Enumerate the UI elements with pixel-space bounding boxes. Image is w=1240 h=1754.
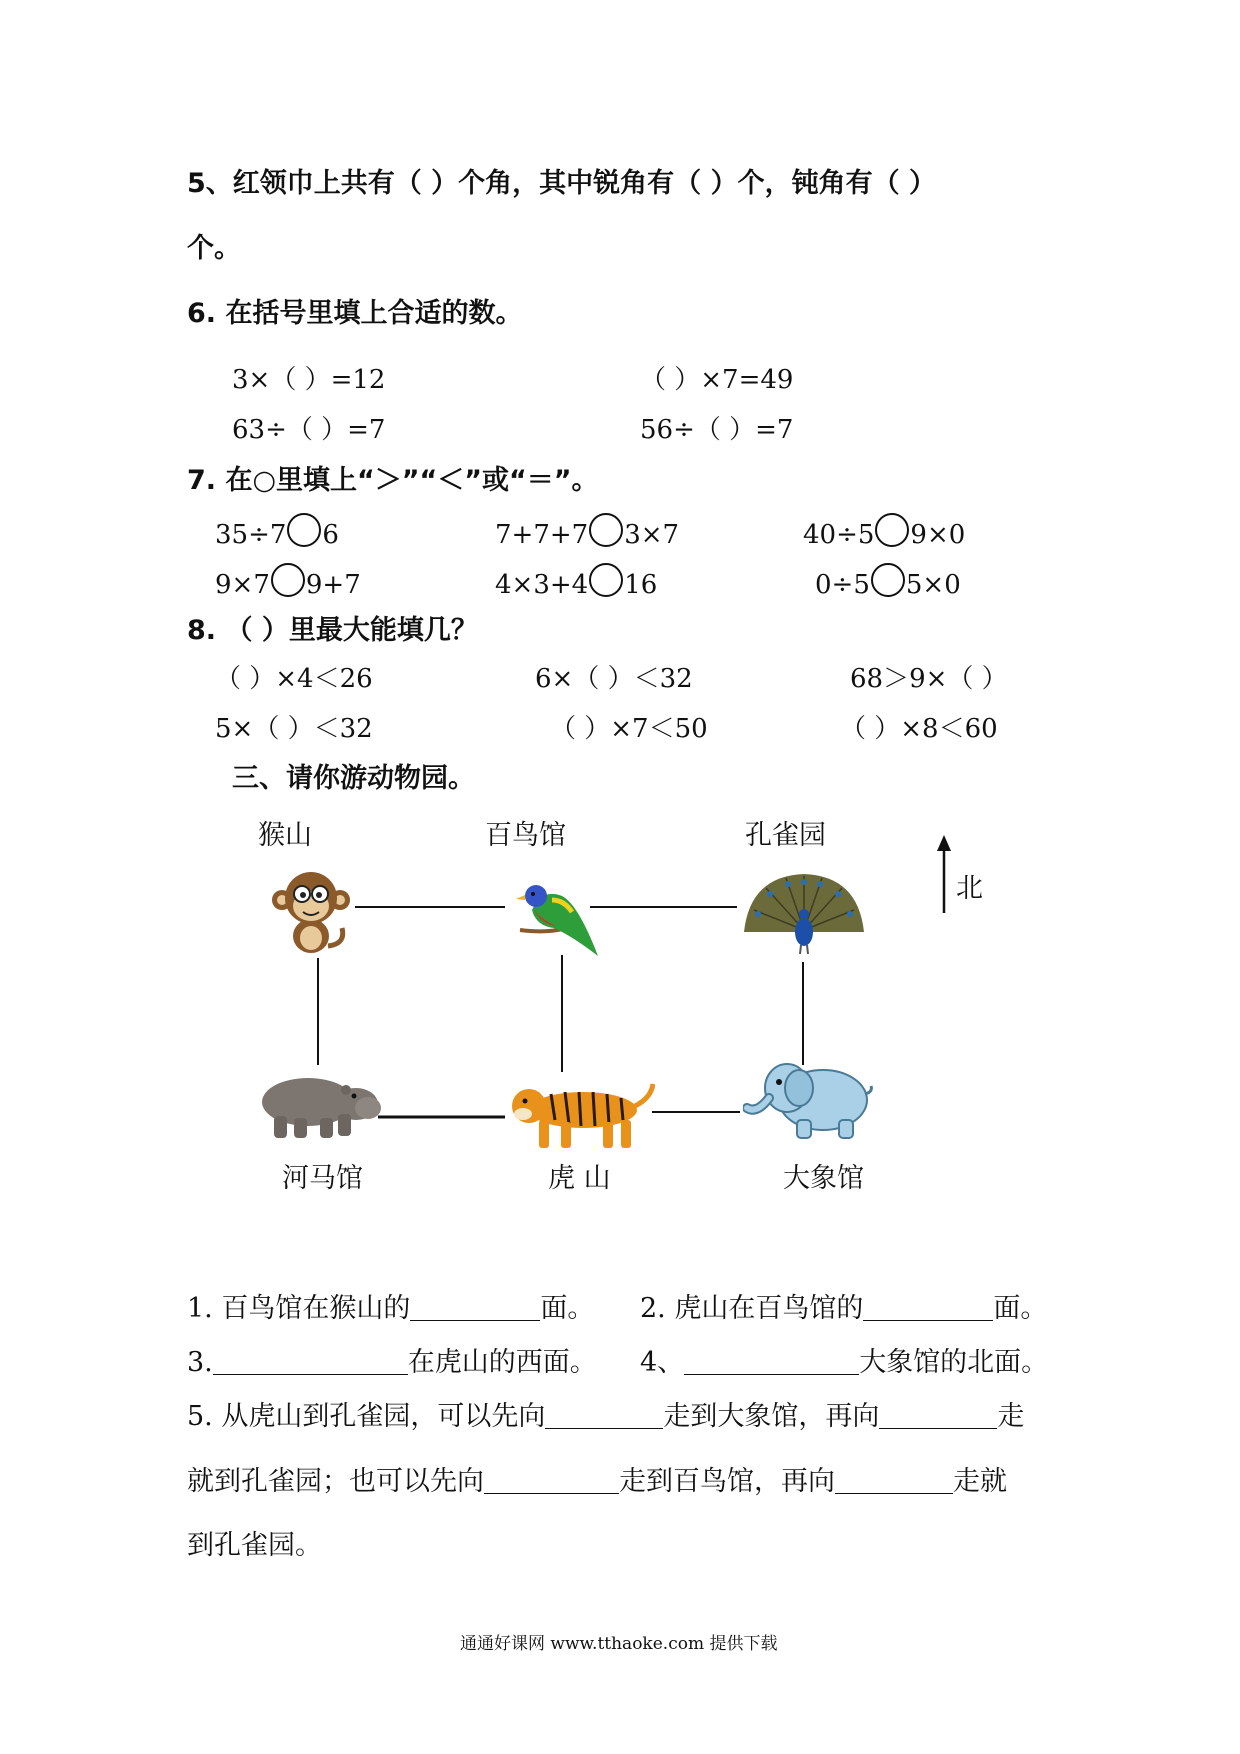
q8-item-5: （ ）×7＜50: [550, 714, 708, 744]
question-2: 2. 虎山在百鸟馆的 面。: [640, 1293, 1048, 1324]
q6-item-2: （ ）×7=49: [640, 365, 794, 395]
answer-blank[interactable]: [484, 1467, 619, 1494]
label-tiger-hill: 虎 山: [548, 1163, 611, 1194]
compare-circle[interactable]: [875, 513, 909, 547]
compare-circle[interactable]: [271, 563, 305, 597]
q6-item-3: 63÷（ ）=7: [232, 415, 386, 445]
answer-blank[interactable]: [545, 1402, 663, 1429]
compare-circle[interactable]: [589, 563, 623, 597]
question-5-line3: 到孔雀园。: [187, 1530, 322, 1561]
label-monkey-hill: 猴山: [258, 820, 312, 851]
q7-item-6: 0÷5 5×0: [815, 563, 961, 598]
label-elephant-hall: 大象馆: [783, 1163, 864, 1194]
q8-item-1: （ ）×4＜26: [215, 664, 373, 694]
answer-blank[interactable]: [879, 1402, 997, 1429]
q7-item-5: 4×3+4 16: [495, 563, 657, 598]
north-arrow-icon: [932, 835, 956, 915]
question-5-line2: 就到孔雀园；也可以先向 走到百鸟馆，再向 走就: [187, 1466, 1007, 1497]
q7-item-4: 9×7 9+7: [215, 563, 361, 598]
q6-item-1: 3×（ ）=12: [232, 365, 386, 395]
footer-credit: 通通好课网 www.tthaoke.com 提供下载: [460, 1634, 778, 1654]
q6-item-4: 56÷（ ）=7: [640, 415, 794, 445]
answer-blank[interactable]: [213, 1348, 408, 1375]
answer-blank[interactable]: [684, 1348, 859, 1375]
label-north: 北: [956, 873, 983, 904]
q5-line1: 5、红领巾上共有（ ）个角，其中锐角有（ ）个，钝角有（ ）: [187, 168, 936, 199]
q6-title: 6. 在括号里填上合适的数。: [187, 298, 523, 329]
question-5-line1: 5. 从虎山到孔雀园，可以先向 走到大象馆，再向 走: [187, 1401, 1025, 1432]
q7-item-3: 40÷5 9×0: [803, 513, 965, 548]
section3-title: 三、请你游动物园。: [232, 763, 475, 794]
tiger-icon: [505, 1080, 655, 1152]
elephant-icon: [743, 1058, 875, 1142]
q7-item-1: 35÷7 6: [215, 513, 339, 548]
q8-item-3: 68＞9×（ ）: [850, 664, 1008, 694]
q8-item-2: 6×（ ）＜32: [535, 664, 693, 694]
q7-item-2: 7+7+7 3×7: [495, 513, 679, 548]
question-4: 4、 大象馆的北面。: [640, 1347, 1049, 1378]
q8-item-6: （ ）×8＜60: [840, 714, 998, 744]
q8-title: 8. （ ）里最大能填几？: [187, 615, 478, 646]
compare-circle[interactable]: [871, 563, 905, 597]
compare-circle[interactable]: [287, 513, 321, 547]
compare-circle[interactable]: [589, 513, 623, 547]
question-3: 3. 在虎山的西面。: [187, 1347, 597, 1378]
label-peacock-garden: 孔雀园: [745, 820, 826, 851]
label-bird-hall: 百鸟馆: [485, 820, 566, 851]
hippo-icon: [258, 1068, 382, 1142]
question-1: 1. 百鸟馆在猴山的 面。: [187, 1293, 595, 1324]
peacock-icon: [740, 870, 868, 954]
q8-item-4: 5×（ ）＜32: [215, 714, 373, 744]
q7-title: 7. 在○里填上“＞”“＜”或“＝”。: [187, 465, 599, 496]
q5-line2: 个。: [187, 233, 241, 264]
answer-blank[interactable]: [835, 1467, 953, 1494]
answer-blank[interactable]: [410, 1294, 540, 1321]
bird-icon: [512, 870, 602, 960]
monkey-icon: [270, 868, 352, 958]
answer-blank[interactable]: [863, 1294, 993, 1321]
label-hippo-hall: 河马馆: [282, 1163, 363, 1194]
